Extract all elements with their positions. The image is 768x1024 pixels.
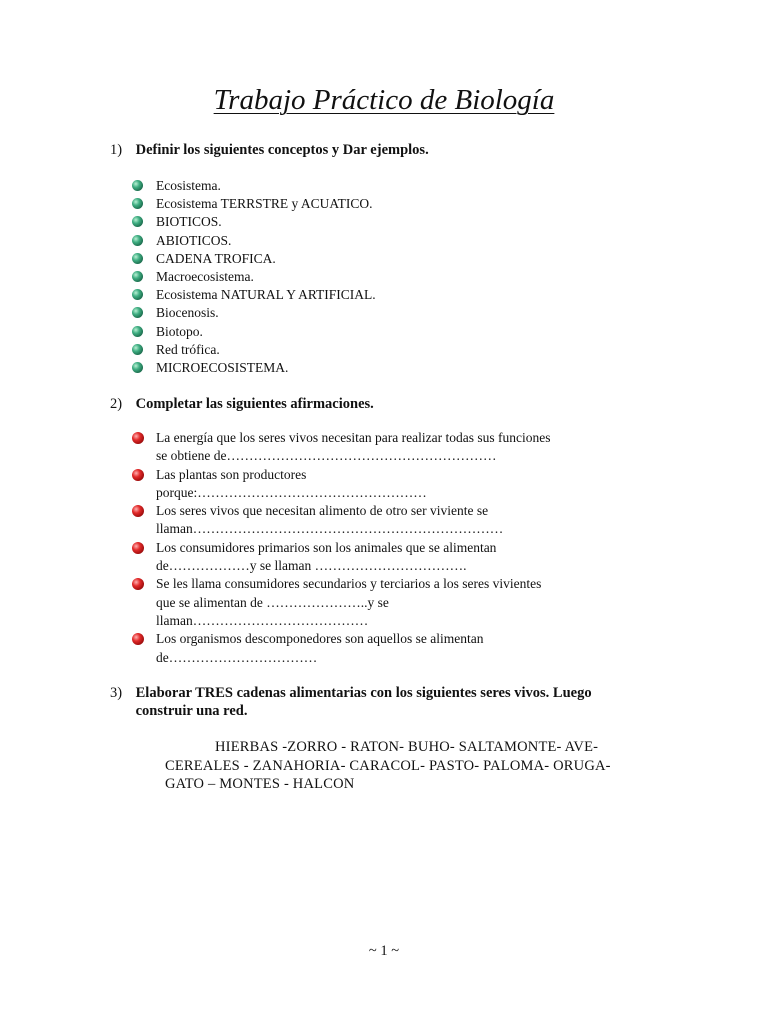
page-number: ~ 1 ~ (368, 943, 400, 959)
statement-blank-line: llaman…………………………………………………………… (156, 521, 504, 537)
list-item (132, 304, 376, 322)
concept-text: Ecosistema NATURAL Y ARTIFICIAL. (156, 287, 376, 303)
list-item (132, 323, 376, 341)
question-1-heading (110, 141, 670, 159)
concept-text: ABIOTICOS. (156, 232, 232, 248)
statement-blank-line: de………………y se llaman ……………………………. (156, 558, 467, 574)
statement-line: Las plantas son productores (156, 466, 307, 482)
list-item (132, 213, 376, 231)
statement-blank-line: de…………………………… (156, 649, 318, 665)
list-item (132, 502, 672, 539)
list-item (132, 232, 376, 250)
green-bullet-icon (132, 198, 143, 209)
list-item (132, 250, 376, 268)
statement-line: Los seres vivos que necesitan alimento de otro ser viviente se (156, 503, 489, 519)
green-bullet-icon (132, 271, 143, 282)
list-item (132, 466, 672, 503)
list-item (132, 429, 672, 466)
concept-text: Ecosistema TERRSTRE y ACUATICO. (156, 196, 373, 212)
statement-line: Los organismos descomponedores son aquellos se alimentan (156, 631, 484, 647)
green-bullet-icon (132, 235, 143, 246)
question-3-line: construir una red. (135, 703, 248, 719)
red-bullet-icon (132, 578, 144, 590)
green-bullet-icon (132, 307, 143, 318)
statement-line: que se alimentan de …………………..y se (156, 594, 389, 610)
concept-text: Red trófica. (156, 341, 220, 357)
green-bullet-icon (132, 180, 143, 191)
concept-text: MICROECOSISTEMA. (156, 360, 289, 376)
question-2-heading (110, 395, 670, 413)
red-bullet-icon (132, 505, 144, 517)
statement-line: Se les llama consumidores secundarios y terciarios a los seres vivientes (156, 576, 542, 592)
organisms-line: HIERBAS -ZORRO - RATON- BUHO- SALTAMONTE- AVE- (215, 739, 599, 755)
organisms-line: GATO – MONTES - HALCON (165, 776, 355, 792)
list-item (132, 177, 376, 195)
question-3-heading (110, 684, 670, 720)
list-item (132, 630, 672, 667)
statement-line: Los consumidores primarios son los animales que se alimentan (156, 539, 497, 555)
organisms-list (165, 738, 685, 794)
question-1-number: 1) (110, 142, 123, 158)
statement-blank-line: porque:…………………………………………… (156, 484, 427, 500)
list-item (132, 286, 376, 304)
concept-text: Ecosistema. (156, 178, 221, 193)
statement-blank-line: llaman………………………………… (156, 612, 369, 628)
green-bullet-icon (132, 362, 143, 373)
green-bullet-icon (132, 344, 143, 355)
red-bullet-icon (132, 469, 144, 481)
concept-text: Biotopo. (156, 323, 203, 339)
green-bullet-icon (132, 289, 143, 300)
question-1-text: Definir los siguientes conceptos y Dar ejemplos. (135, 142, 429, 158)
question-2-number: 2) (110, 396, 123, 412)
green-bullet-icon (132, 216, 143, 227)
list-item (132, 268, 376, 286)
list-item (132, 341, 376, 359)
question-3-number: 3) (110, 685, 123, 701)
statements-list (132, 429, 672, 667)
red-bullet-icon (132, 542, 144, 554)
concepts-list (132, 177, 376, 377)
statement-blank-line: se obtiene de…………………………………………………… (156, 448, 497, 464)
question-2-text: Completar las siguientes afirmaciones. (135, 396, 374, 412)
concept-text: BIOTICOS. (156, 214, 222, 230)
list-item (132, 195, 376, 213)
concept-text: CADENA TROFICA. (156, 250, 276, 266)
question-3-text (136, 684, 666, 720)
question-3-line: Elaborar TRES cadenas alimentarias con los siguientes seres vivos. Luego (135, 685, 592, 701)
statement-line: La energía que los seres vivos necesitan para realizar todas sus funciones (156, 430, 551, 445)
organisms-line: CEREALES - ZANAHORIA- CARACOL- PASTO- PALOMA- ORUGA- (165, 757, 611, 774)
green-bullet-icon (132, 326, 143, 337)
list-item (132, 575, 672, 630)
red-bullet-icon (132, 432, 144, 444)
concept-text: Macroecosistema. (156, 269, 254, 285)
green-bullet-icon (132, 253, 143, 264)
red-bullet-icon (132, 633, 144, 645)
page-title: Trabajo Práctico de Biología (213, 84, 555, 116)
list-item (132, 359, 376, 377)
list-item (132, 539, 672, 576)
concept-text: Biocenosis. (156, 305, 219, 321)
